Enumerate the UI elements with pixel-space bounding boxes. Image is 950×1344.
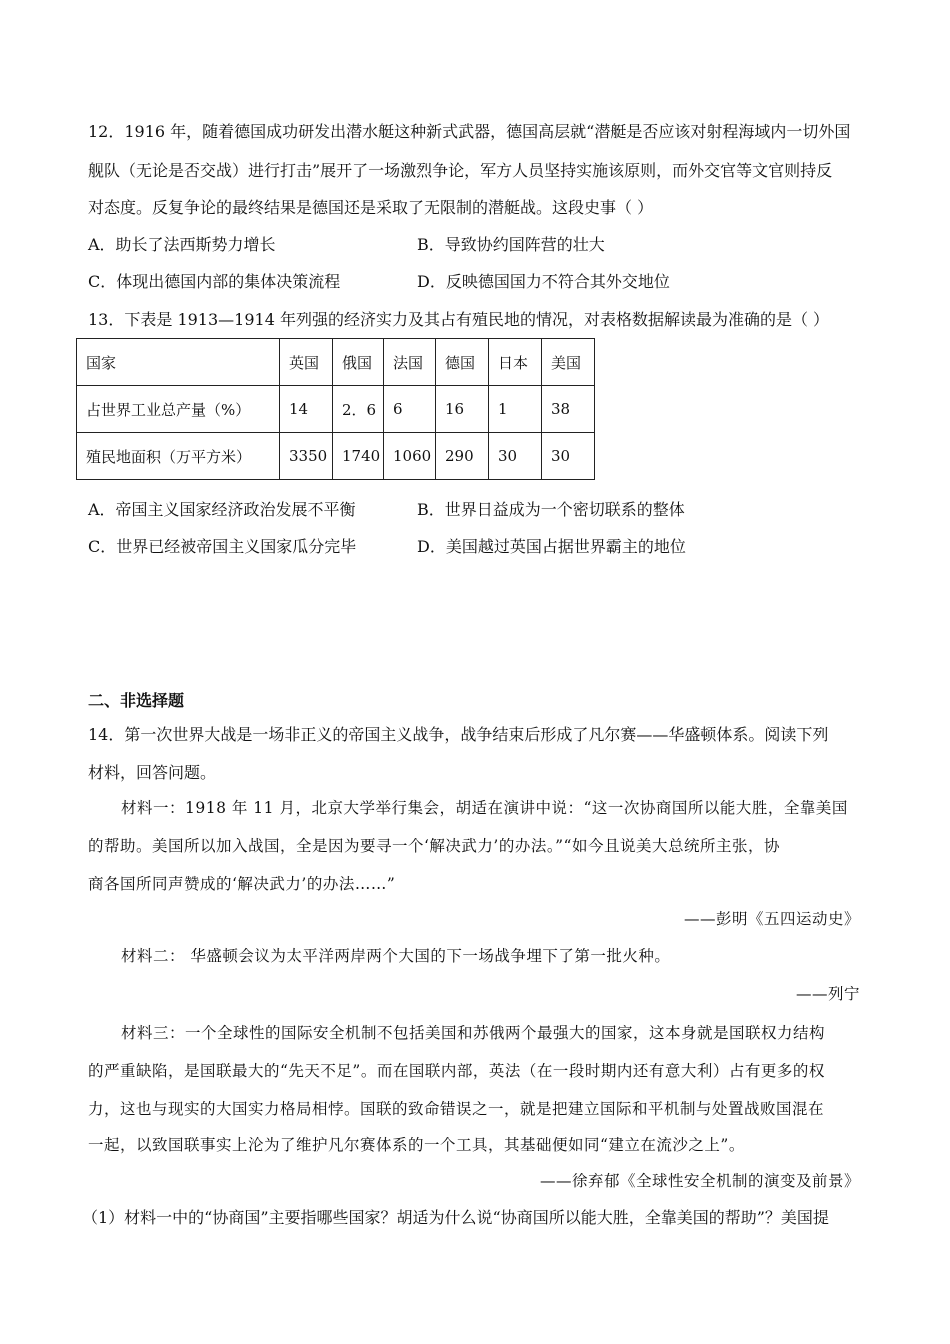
table-cell: 2．6 xyxy=(333,386,384,433)
table-cell: 1740 xyxy=(333,433,384,480)
material-1-line-2: 的帮助。美国所以加入战国，全是因为要寻一个‘解决武力’的办法。”“如今且说美大总统所主张，协 xyxy=(88,837,780,855)
q14-line-2: 材料，回答问题。 xyxy=(88,763,217,782)
table-cell: 30 xyxy=(489,433,542,480)
material-1-line-1: 材料一：1918 年 11 月，北京大学举行集会，胡适在演讲中说：“这一次协商国所以能大胜，全靠美国 xyxy=(121,799,848,817)
material-3-line-1: 材料三：一个全球性的国际安全机制不包括美国和苏俄两个最强大的国家，这本身就是国联权力结构 xyxy=(121,1024,826,1042)
table-cell: 1 xyxy=(489,386,542,433)
q13-option-d: D．美国越过英国占据世界霸主的地位 xyxy=(417,537,686,556)
table-cell: 殖民地面积（万平方米） xyxy=(77,433,280,480)
table-cell: 国家 xyxy=(77,339,280,386)
table-cell: 德国 xyxy=(436,339,489,386)
q13-data-table xyxy=(76,338,595,480)
material-3-line-3: 力，这也与现实的大国实力格局相悖。国联的致命错误之一，就是把建立国际和平机制与处置战败国混在 xyxy=(88,1100,825,1118)
table-cell: 法国 xyxy=(384,339,436,386)
table-cell: 俄国 xyxy=(333,339,384,386)
table-cell: 日本 xyxy=(489,339,542,386)
material-1-source: ——彭明《五四运动史》 xyxy=(683,910,860,928)
q14-sub-question-1: （1）材料一中的“协商国”主要指哪些国家？胡适为什么说“协商国所以能大胜，全靠美国的帮助”？美国提 xyxy=(82,1208,829,1227)
table-cell: 英国 xyxy=(280,339,333,386)
table-cell: 14 xyxy=(280,386,333,433)
material-2-line-1: 材料二： 华盛顿会议为太平洋两岸两个大国的下一场战争埋下了第一批火种。 xyxy=(121,947,671,965)
table-row xyxy=(77,386,595,433)
q12-option-b: B．导致协约国阵营的壮大 xyxy=(417,235,605,254)
material-3-source: ——徐弃郁《全球性安全机制的演变及前景》 xyxy=(539,1172,860,1190)
table-cell: 16 xyxy=(436,386,489,433)
table-cell: 30 xyxy=(542,433,595,480)
q13-option-c: C．世界已经被帝国主义国家瓜分完毕 xyxy=(88,537,357,556)
table-cell: 290 xyxy=(436,433,489,480)
table-cell: 占世界工业总产量（%） xyxy=(77,386,280,433)
material-1-line-3: 商各国所同声赞成的‘解决武力’的办法……” xyxy=(88,875,396,893)
q12-line-2: 舰队（无论是否交战）进行打击”展开了一场激烈争论，军方人员坚持实施该原则，而外交官等文官则持反 xyxy=(88,161,833,180)
q13-stem: 13．下表是 1913—1914 年列强的经济实力及其占有殖民地的情况，对表格数据解读最为准确的是（ ） xyxy=(88,310,830,329)
table-header-row xyxy=(77,339,595,386)
q12-option-c: C．体现出德国内部的集体决策流程 xyxy=(88,272,341,291)
table-cell: 3350 xyxy=(280,433,333,480)
table-cell: 6 xyxy=(384,386,436,433)
material-3-line-4: 一起，以致国联事实上沦为了维护凡尔赛体系的一个工具，其基础便如同“建立在流沙之上”。 xyxy=(88,1136,745,1154)
q12-line-1: 12．1916 年，随着德国成功研发出潜水艇这种新式武器，德国高层就“潜艇是否应该对射程海域内一切外国 xyxy=(88,122,851,141)
q12-line-3: 对态度。反复争论的最终结果是德国还是采取了无限制的潜艇战。这段史事（ ） xyxy=(88,198,654,217)
table-row xyxy=(77,433,595,480)
material-2-source: ——列宁 xyxy=(795,985,860,1003)
q12-option-d: D．反映德国国力不符合其外交地位 xyxy=(417,272,670,291)
q12-option-a: A．助长了法西斯势力增长 xyxy=(88,235,276,254)
q14-line-1: 14．第一次世界大战是一场非正义的帝国主义战争，战争结束后形成了凡尔赛——华盛顿体系。阅读下列 xyxy=(88,725,829,744)
q13-option-a: A．帝国主义国家经济政治发展不平衡 xyxy=(88,500,356,519)
section-title: 二、非选择题 xyxy=(88,691,185,710)
table-cell: 38 xyxy=(542,386,595,433)
material-3-line-2: 的严重缺陷，是国联最大的“先天不足”。而在国联内部，英法（在一段时期内还有意大利）占有更多的权 xyxy=(88,1062,825,1080)
q13-option-b: B．世界日益成为一个密切联系的整体 xyxy=(417,500,685,519)
table-cell: 1060 xyxy=(384,433,436,480)
table-cell: 美国 xyxy=(542,339,595,386)
